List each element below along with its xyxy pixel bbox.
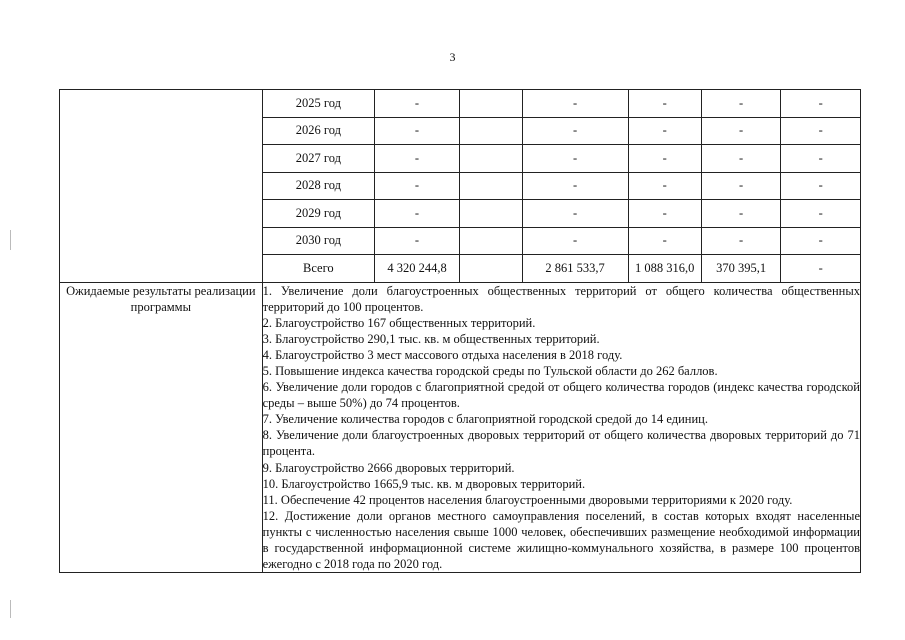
amount-cell: -: [781, 172, 861, 200]
expected-results-list: [262, 282, 860, 573]
amount-cell: -: [375, 90, 460, 118]
result-item: 5. Повышение индекса качества городской среды по Тульской области до 262 баллов.: [262, 363, 718, 378]
amount-cell: -: [701, 227, 781, 255]
amount-cell: [459, 145, 522, 173]
amount-cell: -: [781, 200, 861, 228]
total-amount-cell: 2 861 533,7: [522, 255, 628, 283]
amount-cell: [459, 200, 522, 228]
amount-cell: [459, 227, 522, 255]
amount-cell: -: [781, 145, 861, 173]
amount-cell: -: [522, 145, 628, 173]
total-label: Всего: [262, 255, 374, 283]
amount-cell: -: [628, 172, 701, 200]
result-item: 8. Увеличение доли благоустроенных дворовых территорий от общего количества дворовых территорий до 71 процента.: [262, 428, 860, 459]
amount-cell: -: [701, 145, 781, 173]
amount-cell: -: [701, 172, 781, 200]
amount-cell: -: [522, 200, 628, 228]
margin-mark: [10, 230, 11, 250]
amount-cell: -: [628, 200, 701, 228]
result-item: 4. Благоустройство 3 мест массового отдыха населения в 2018 году.: [262, 347, 623, 362]
amount-cell: -: [375, 172, 460, 200]
amount-cell: -: [522, 227, 628, 255]
year-label: 2026 год: [262, 117, 374, 145]
result-item: 1. Увеличение доли благоустроенных общественных территорий от общего количества общественных территорий до 100 процентов.: [262, 283, 860, 314]
result-item: 12. Достижение доли органов местного самоуправления поселений, в состав которых входят населенные пункты с численностью населения свыше 1000 человек, обеспечивших размещение необходимой информации в государственной информационной системе жилищно-коммунального хозяйства, в размере 100 процентов ежегодно с 2018 года по 2020 год.: [262, 508, 860, 572]
amount-cell: -: [628, 117, 701, 145]
amount-cell: -: [522, 90, 628, 118]
expected-results-label: Ожидаемые результаты реализации программы: [60, 282, 263, 573]
amount-cell: -: [522, 117, 628, 145]
result-item: 10. Благоустройство 1665,9 тыс. кв. м дворовых территорий.: [262, 476, 586, 491]
amount-cell: -: [522, 172, 628, 200]
amount-cell: [459, 117, 522, 145]
year-label: 2028 год: [262, 172, 374, 200]
total-amount-cell: 370 395,1: [701, 255, 781, 283]
page-number: 3: [449, 50, 456, 64]
amount-cell: -: [781, 227, 861, 255]
amount-cell: -: [375, 227, 460, 255]
amount-cell: -: [628, 90, 701, 118]
amount-cell: -: [628, 145, 701, 173]
amount-cell: -: [375, 145, 460, 173]
result-item: 9. Благоустройство 2666 дворовых территорий.: [262, 460, 515, 475]
amount-cell: [459, 90, 522, 118]
result-item: 6. Увеличение доли городов с благоприятной средой от общего количества городов (индекс качества городской среды – выше 50%) до 74 процентов.: [262, 380, 860, 411]
funding-table: [59, 89, 861, 573]
result-item: 3. Благоустройство 290,1 тыс. кв. м общественных территорий.: [262, 331, 600, 346]
amount-cell: -: [701, 200, 781, 228]
table-row: [60, 90, 861, 118]
empty-label-cell: [60, 90, 263, 283]
amount-cell: -: [628, 227, 701, 255]
expected-results-row: [60, 282, 861, 573]
margin-mark: [10, 600, 11, 618]
year-label: 2030 год: [262, 227, 374, 255]
amount-cell: -: [781, 117, 861, 145]
year-label: 2029 год: [262, 200, 374, 228]
year-label: 2027 год: [262, 145, 374, 173]
amount-cell: [459, 172, 522, 200]
result-item: 7. Увеличение количества городов с благоприятной городской средой до 14 единиц.: [262, 412, 708, 427]
total-amount-cell: [459, 255, 522, 283]
total-amount-cell: -: [781, 255, 861, 283]
result-item: 11. Обеспечение 42 процентов населения благоустроенными дворовыми территориями к 2020 году.: [262, 492, 793, 507]
year-label: 2025 год: [262, 90, 374, 118]
result-item: 2. Благоустройство 167 общественных территорий.: [262, 315, 536, 330]
amount-cell: -: [701, 90, 781, 118]
total-amount-cell: 1 088 316,0: [628, 255, 701, 283]
amount-cell: -: [375, 117, 460, 145]
amount-cell: -: [701, 117, 781, 145]
amount-cell: -: [375, 200, 460, 228]
total-amount-cell: 4 320 244,8: [375, 255, 460, 283]
amount-cell: -: [781, 90, 861, 118]
